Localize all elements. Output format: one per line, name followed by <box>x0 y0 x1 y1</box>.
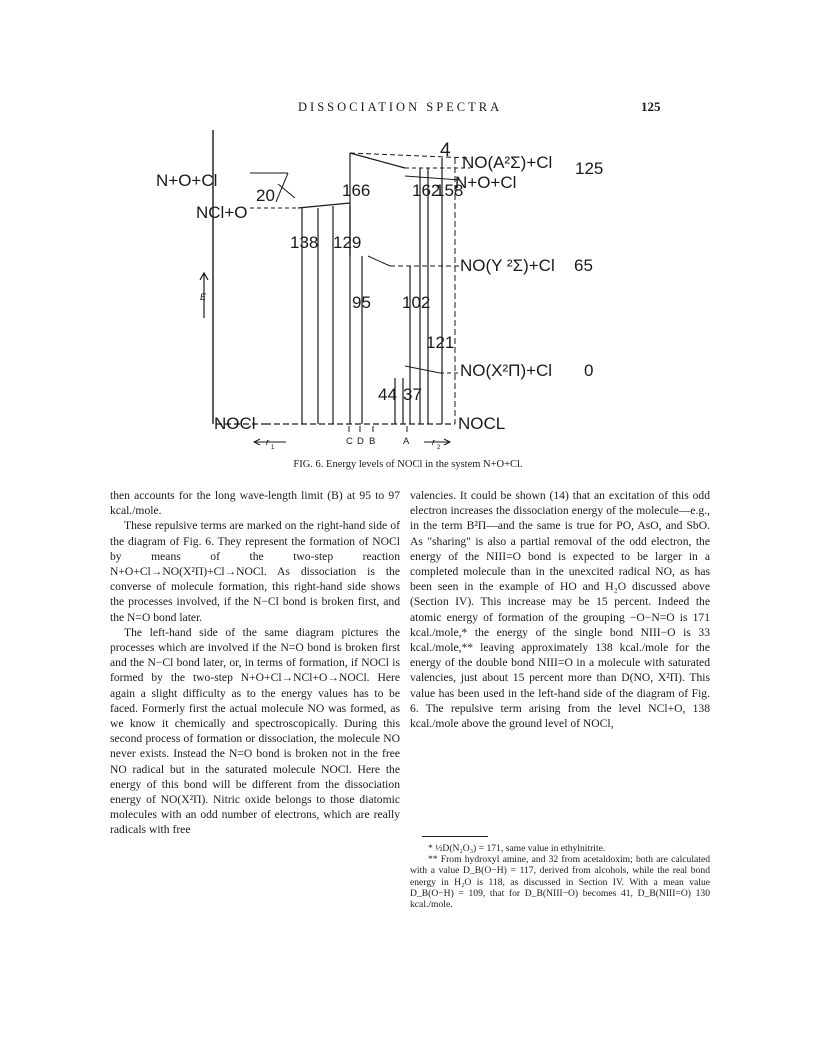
label-r-left-sub: 1 <box>271 445 275 451</box>
footnote-2: ** From hydroxyl amine, and 32 from acetaldoxim; both are calculated with a value D_B(O−H) = 117, derived from alcohols, while the real bond energy in H₂O is 118, as discussed in Section IV. With a mean value D_B(O−H) = 109, that for D_B(NIII−O) becomes 41, D_B(NIII=O) 130 kcal./mole. <box>410 854 710 911</box>
left-text-column <box>110 488 400 838</box>
label-102: 102 <box>402 293 431 312</box>
label-r-left: r <box>266 437 269 447</box>
label-166: 166 <box>342 181 371 200</box>
label-nocl-right: NOCL <box>458 414 506 433</box>
footnote-rule <box>422 836 488 837</box>
label-axis-b: B <box>369 436 376 447</box>
label-37: 37 <box>403 385 422 404</box>
label-axis-d: D <box>357 436 364 447</box>
label-n-o-cl-left: N+O+Cl <box>156 171 218 190</box>
running-title: DISSOCIATION SPECTRA <box>298 100 503 114</box>
label-129: 129 <box>333 233 362 252</box>
label-20: 20 <box>256 186 275 205</box>
label-r-right-sub: 2 <box>437 445 441 451</box>
label-energy-65: 65 <box>574 256 593 275</box>
label-energy-axis: E <box>200 292 207 302</box>
label-44: 44 <box>378 385 397 404</box>
footnotes <box>410 836 710 910</box>
footnote-1: * ½D(N₂O₃) = 171, same value in ethylnitrite. <box>428 843 606 854</box>
label-no-a-cl: NO(A²Σ)+Cl <box>462 153 553 172</box>
diagram-svg <box>150 128 670 458</box>
label-138: 138 <box>290 233 319 252</box>
label-no-x-cl: NO(X²Π)+Cl <box>460 361 553 380</box>
label-energy-0: 0 <box>584 361 594 380</box>
label-n-o-cl-right: N+O+Cl <box>455 173 517 192</box>
left-paragraph-1: then accounts for the long wave-length limit (B) at 95 to 97 kcal./mole. <box>110 489 400 518</box>
label-95: 95 <box>352 293 371 312</box>
page-number: 125 <box>641 99 661 114</box>
right-text-column <box>410 488 710 731</box>
label-4: 4 <box>440 140 451 161</box>
label-energy-125: 125 <box>575 159 604 178</box>
page-header <box>0 100 816 120</box>
left-paragraph-2: These repulsive terms are marked on the right-hand side of the diagram of Fig. 6. They represent the formation of NOCl by means of the two-step reaction N+O+Cl→NO(X²Π)+Cl→NOCl. As dissociation is the converse of molecule formation, this right-hand side shows the processes involved, if the N−Cl bond is broken first, and the N=O bond later. <box>110 519 400 624</box>
label-axis-c: C <box>346 436 353 447</box>
label-158: 158 <box>435 181 464 200</box>
energy-level-diagram <box>150 128 670 458</box>
right-paragraph-1: valencies. It could be shown (14) that an excitation of this odd electron increases the dissociation energy of the molecule—e.g., in the term B²Π—and the same is true for PO, AsO, and SbO. As "sharing" is also a partial removal of the odd electron, the energy of the NIII=O bond is expected to be larger in a completed molecule than in the unexcited radical NO, as has been seen in the example of HO and H₂O discussed above (Section IV). This increase may be 15 percent. Indeed the atomic energy of formation of the grouping −O−N=O is 171 kcal./mole,* the energy of the single bond NIII−O is 33 kcal./mole,** leaving approximately 138 kcal./mole for the energy of the double bond NIII=O in a molecule with saturated valencies, just about 15 percent more than D(NO, X²Π). This value has been used in the left-hand side of the diagram of Fig. 6. The repulsive term arising from the level NCl+O, 138 kcal./mole above the ground level of NOCl, <box>410 489 710 731</box>
label-ncl-o: NCl+O <box>196 203 248 222</box>
label-nocl-left: NOCl <box>214 414 256 433</box>
label-axis-a: A <box>403 436 410 447</box>
label-162: 162 <box>412 181 441 200</box>
figure-caption: FIG. 6. Energy levels of NOCl in the system N+O+Cl. <box>293 459 523 470</box>
left-paragraph-3: The left-hand side of the same diagram pictures the processes which are involved if the N=O bond is broken first and the N−Cl bond later, or, in terms of formation, if NOCl is formed by the two-step N+O+Cl→NCl+O→NOCl. Here again a slight difficulty as to the energy values has to be faced. Formerly first the actual molecule NO was formed, as we know it chemically and spectroscopically. During this second process of formation or dissociation, the molecule NO never exists. Instead the N=O bond is broken not in the free NO radical but in the saturated molecule NOCl. Here the energy of this bond will be different from the dissociation energy of NO(X²Π). Nitric oxide belongs to those diatomic molecules with an odd number of electrons, which are really radicals with free <box>110 625 400 837</box>
label-121: 121 <box>426 333 455 352</box>
label-no-y-cl: NO(Y ²Σ)+Cl <box>460 256 555 275</box>
label-r-right: r <box>432 437 435 447</box>
